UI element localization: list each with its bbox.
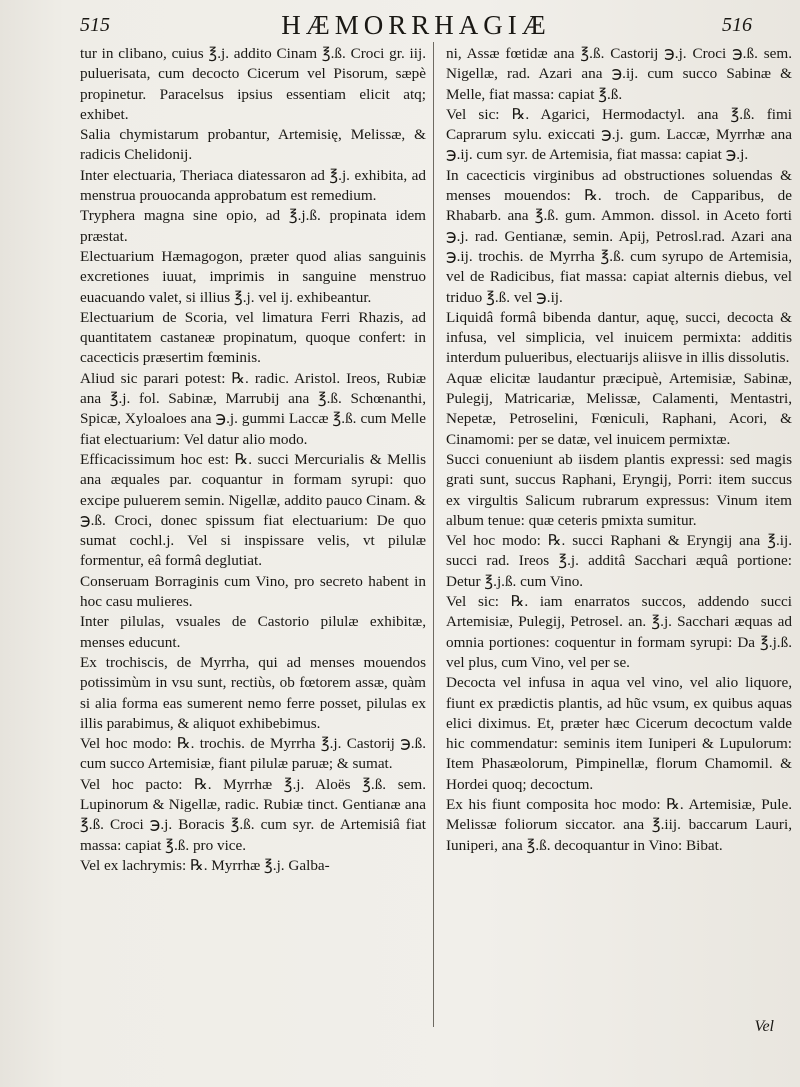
paragraph: Conseruam Borraginis cum Vino, pro secreto habent in hoc casu mulieres. (80, 572, 426, 611)
paragraph: Vel sic: ℞. Agarici, Hermodactyl. ana ℥.ß. fimi Caprarum sylu. exiccati ℈.j. gum. Laccæ, Myrrhæ ana ℈.ij. cum syr. de Artemisia, fiat massa: capiat ℈.j. (446, 105, 792, 164)
paragraph: Vel hoc pacto: ℞. Myrrhæ ℥.j. Aloës ℥.ß. sem. Lupinorum & Nigellæ, radic. Rubiæ tinct. Gentianæ ana ℥.ß. Croci ℈.j. Boracis ℥.ß. cum syr. de Artemisiâ fiat massa: capiat ℥.ß. pro vice. (80, 775, 426, 854)
paragraph: Electuarium Hæmagogon, præter quod alias sanguinis excretiones iuuat, imprimis in sanguine menstruo euacuando valet, si illius ℥.j. vel ij. exhibeantur. (80, 247, 426, 306)
paragraph: Electuarium de Scoria, vel limatura Ferri Rhazis, ad quantitatem castaneæ propinatum, quoque confert: in cacecticis præsertim fœminis. (80, 308, 426, 367)
paragraph: Tryphera magna sine opio, ad ℥.j.ß. propinata idem præstat. (80, 207, 426, 245)
paragraph: Vel sic: ℞. iam enarratos succos, addendo succi Artemisiæ, Pulegij, Petrosel. an. ℥.j. Sacchari æquas ad omnia portiones: coquentur in formam syrupi: Da ℥.j.ß. vel plus, cum Vino, vel per se. (446, 593, 792, 671)
paragraph: Efficacissimum hoc est: ℞. succi Mercurialis & Mellis ana æquales par. coquantur in formam syrupi: quo excipe puluerem semin. Nigellæ, addito pauco Cinam. & ℈.ß. Croci, donec spissum fiat electuarium: De quo sumat cochl.j. Vel si inspissare velis, vt pilulæ formentur, eâ formâ deglutiat. (80, 450, 426, 570)
paragraph: Succi conueniunt ab iisdem plantis expressi: sed magis grati sunt, succus Raphani, Eryngij, Porri: item succus ex virgultis Salicum rubrarum expressus: Vinum item album tenue: quæ ceteris pmixta sumitur. (446, 450, 792, 529)
paragraph: Inter pilulas, vsuales de Castorio pilulæ exhibitæ, menses educunt. (80, 613, 426, 651)
paragraph: Salia chymistarum probantur, Artemisię, Melissæ, & radicis Chelidonij. (80, 126, 426, 164)
paragraph: Liquidâ formâ bibenda dantur, aquę, succi, decocta & infusa, vel simplicia, vel inuicem permixta: additis interdum pulueribus, electuarijs aliisve in illis dissolutis. (446, 308, 792, 367)
right-column (446, 44, 792, 856)
paragraph: tur in clibano, cuius ℥.j. addito Cinam ℥.ß. Croci gr. iij. puluerisata, cum decocto Cicerum vel Pisorum, sæpè propinetur. Paracelsus ipsius essentiam elicit atq; exhibet. (80, 45, 426, 123)
running-head (80, 10, 752, 44)
paragraph: ni, Assæ fœtidæ ana ℥.ß. Castorij ℈.j. Croci ℈.ß. sem. Nigellæ, rad. Azari ana ℈.ij. cum succo Sabinæ & Melle, fiat massa: capiat ℥.ß. (446, 45, 792, 103)
paragraph: Vel hoc modo: ℞. trochis. de Myrrha ℥.j. Castorij ℈.ß. cum succo Artemisiæ, fiant pilulæ paruæ; & sumat. (80, 735, 426, 773)
paragraph: Ex trochiscis, de Myrrha, qui ad menses mouendos potissimùm in vsu sunt, rectiùs, ob fœtorem assæ, quàm si alia forma eas sumerent nemo ferre posset, pilulas ex illis parabimus, & aliquot exhibebimus. (80, 653, 426, 732)
paragraph: Ex his fiunt composita hoc modo: ℞. Artemisiæ, Pule. Melissæ foliorum siccator. ana ℥.iij. baccarum Lauri, Iuniperi, ana ℥.ß. decoquantur in Vino: Bibat. (446, 795, 792, 854)
paragraph: Aliud sic parari potest: ℞. radic. Aristol. Ireos, Rubiæ ana ℥.j. fol. Sabinæ, Marrubij ana ℥.ß. Schœnanthi, Spicæ, Xyloaloes ana ℈.j. gummi Laccæ ℥.ß. cum Melle fiat electuarium: Vel datur alio modo. (80, 369, 426, 448)
catchword: Vel (754, 1018, 774, 1035)
page-number-left: 515 (80, 14, 110, 36)
page-title: HÆMORRHAGIÆ (281, 10, 551, 40)
paragraph: Vel hoc modo: ℞. succi Raphani & Eryngij ana ℥.ij. succi rad. Ireos ℥.j. additâ Sacchari æquâ portione: Detur ℥.j.ß. cum Vino. (446, 532, 792, 590)
paragraph: Decocta vel infusa in aqua vel vino, vel alio liquore, fiunt ex prædictis plantis, ad hũc vsum, ex quibus aquas elici diximus. Et, præter hæc Cicerum decoctum valde hic commendatur: seminis item Iuniperi & Lupulorum: Item Phasæolorum, Pimpinellæ, florum Chamomil. & Hordei quoq; decoctum. (446, 674, 792, 793)
left-column (80, 44, 426, 876)
paragraph: Inter electuaria, Theriaca diatessaron ad ℥.j. exhibita, ad menstrua prouocanda approbatum est remedium. (80, 166, 426, 205)
page-number-right: 516 (722, 14, 752, 36)
paragraph: In cacecticis virginibus ad obstructiones soluendas & menses mouendos: ℞. troch. de Capparibus, de Rhabarb. ana ℥.ß. gum. Ammon. dissol. in Aceto forti ℈.j. rad. Gentianæ, semin. Apij, Petrosl.rad. Azari ana ℈.ij. trochis. de Myrrha ℥.ß. cum syrupo de Artemisia, vel de Radicibus, fiat massa: capiat alternis diebus, vel triduo ℥.ß. vel ℈.ij. (446, 166, 792, 306)
column-divider (433, 42, 434, 1027)
paragraph: Aquæ elicitæ laudantur præcipuè, Artemisiæ, Sabinæ, Pulegij, Matricariæ, Melissæ, Calamenti, Mentastri, Nepetæ, Petroselini, Fœniculi, Raphani, Acori, & Cinamomi: per se datæ, vel inuicem permixtæ. (446, 369, 792, 448)
paragraph: Vel ex lachrymis: ℞. Myrrhæ ℥.j. Galba- (80, 856, 330, 874)
